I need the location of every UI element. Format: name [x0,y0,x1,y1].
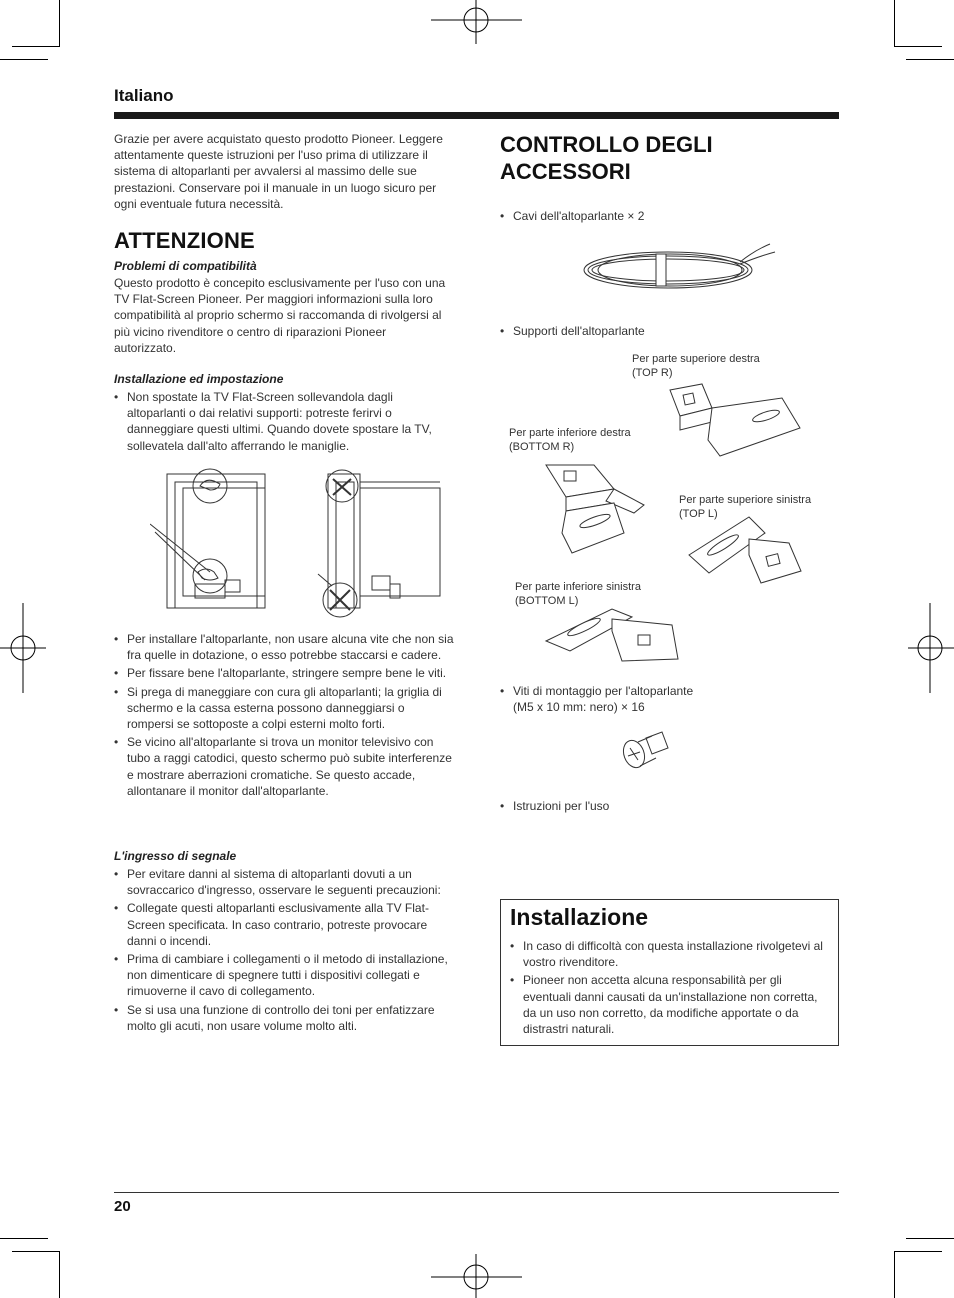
caption-bottom-l-line1: Per parte inferiore sinistra [515,581,641,593]
caption-top-r-line2: (TOP R) [632,367,673,379]
installazione-title: Installazione [510,904,649,930]
list-item [500,683,830,715]
caption-top-r [632,352,760,380]
list-item: • Per evitare danni al sistema di altoparlanti dovuti a un sovraccarico d'ingresso, osservare le seguenti precauzioni: [114,866,450,898]
caption-bottom-r [509,426,631,454]
accessori-title [500,131,713,185]
attenzione-title: ATTENZIONE [114,228,255,253]
accessori-title-line1: CONTROLLO DEGLI [500,132,713,157]
list-item: • Per fissare bene l'altoparlante, stringere sempre bene le viti. [114,665,454,681]
item-supports [500,323,830,341]
caption-bottom-l [515,580,641,608]
bracket-top-l-illustration [685,515,805,585]
item-manual [500,798,830,816]
speaker-cable-illustration [580,240,780,300]
caption-bottom-r-line2: (BOTTOM R) [509,441,575,453]
precautions-list [114,631,454,801]
caption-top-r-line1: Per parte superiore destra [632,353,760,365]
tv-handling-illustration [150,462,450,622]
signal-list [114,866,450,1036]
bracket-top-r-illustration [666,382,806,462]
compat-text: Questo prodotto è concepito esclusivamente per l'uso con una TV Flat-Screen Pioneer. Per maggiori informazioni sulla loro compatibilità al proprio schermo si raccomanda di rivolgersi al più vicino rivenditore o centro di riparazioni Pioneer autorizzato. [114,276,446,355]
list-item: • Per installare l'altoparlante, non usare alcuna vite che non sia fra quelle in dotazione, o esso potrebbe staccarsi e cadere. [114,631,454,663]
compat-heading: Problemi di compatibilità [114,259,257,273]
installazione-list [510,938,832,1039]
caption-top-l-line2: (TOP L) [679,508,718,520]
list-item: • Prima di cambiare i collegamenti o il metodo di installazione, non dimenticare di spegnere tutti i dispositivi collegati e rimuoverne il cavo di collegamento. [114,951,450,1000]
bracket-bottom-r-illustration [540,455,670,555]
item-screws [500,683,830,717]
list-item: • In caso di difficoltà con questa installazione rivolgetevi al vostro rivenditore. [510,938,832,970]
list-item: • Se si usa una funzione di controllo dei toni per enfatizzare molto gli acuti, non usare volume molto alti. [114,1002,450,1034]
item-screws-line2: (M5 x 10 mm: nero) × 16 [513,700,645,715]
language-heading: Italiano [114,86,174,105]
screw-illustration [620,728,670,778]
install-bullets [114,389,454,456]
install-heading: Installazione ed impostazione [114,372,284,386]
list-item: • Non spostate la TV Flat-Screen sollevandola dagli altoparlanti o dai relativi supporti: potreste ferirvi o danneggiare questi ultimi. Quando dovete spostare la TV, sollevatela dall'alto afferrando le maniglie. [114,389,454,454]
footer-rule [114,1192,839,1193]
list-item: • Si prega di maneggiare con cura gli altoparlanti; la griglia di schermo e la cassa esterna possono danneggiarsi o rompersi se sottoposte a colpi esterni molto forti. [114,684,454,733]
list-item: • Collegate questi altoparlanti esclusivamente alla TV Flat-Screen specificata. In caso contrario, potreste provocare danni o incendi. [114,900,450,949]
list-item: • Supporti dell'altoparlante [500,323,830,339]
signal-heading: L'ingresso di segnale [114,849,237,863]
caption-top-l-line1: Per parte superiore sinistra [679,494,812,506]
accessori-title-line2: ACCESSORI [500,159,631,184]
bracket-bottom-l-illustration [542,605,682,665]
header-rule [114,112,839,119]
caption-bottom-r-line1: Per parte inferiore destra [509,427,631,439]
list-item: • Se vicino all'altoparlante si trova un monitor televisivo con tubo a raggi catodici, questo schermo può subite interferenze e mostrare aberrazioni cromatiche. Se questo accade, allontanare il monitor dall'altoparlante. [114,734,454,799]
item-cables [500,208,830,226]
list-item: • Istruzioni per l'uso [500,798,830,814]
list-item: • Pioneer non accetta alcuna responsabilità per gli eventuali danni causati da un'installazione non corretta, da un uso non corretto, da modifiche apportate o da distrastri naturali. [510,972,832,1037]
item-screws-line1: • Viti di montaggio per l'altoparlante [513,684,694,698]
intro-paragraph: Grazie per avere acquistato questo prodotto Pioneer. Leggere attentamente queste istruzioni per l'uso prima di utilizzare il sistema di altoparlanti per avvalersi al massimo delle sue prestazioni. Conservare poi il manuale in un luogo sicuro per ogni eventuale futura necessità. [114,132,443,211]
page-number: 20 [114,1198,131,1215]
list-item: • Cavi dell'altoparlante × 2 [500,208,830,224]
caption-bottom-l-line2: (BOTTOM L) [515,595,579,607]
installazione-box [500,899,839,1046]
